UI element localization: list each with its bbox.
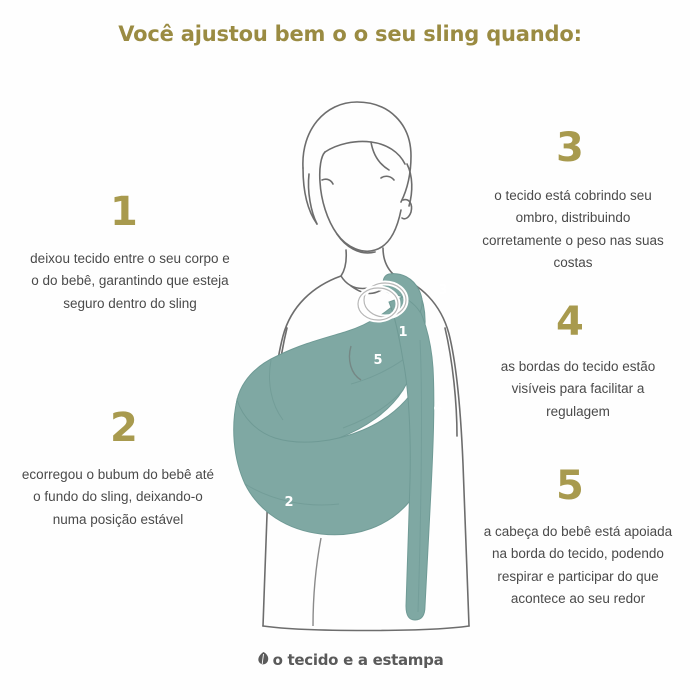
sling-marker-3: 3 <box>438 283 448 298</box>
sling-marker-4: 4 <box>433 400 443 415</box>
sling-marker-5: 5 <box>373 353 383 368</box>
callout-number-3: 3 <box>556 125 584 171</box>
callout-text-2: ecorregou o bubum do bebê até o fundo do sling, deixando-o numa posição estável <box>21 467 215 527</box>
sling-marker-1: 1 <box>398 325 408 340</box>
illustration-mother-with-sling <box>175 60 525 650</box>
callout-number-4: 4 <box>556 299 584 345</box>
callout-number-2: 2 <box>110 405 138 451</box>
footer-logo-text: o tecido e a estampa <box>272 651 444 669</box>
callout-number-5: 5 <box>556 463 584 509</box>
callout-number-1: 1 <box>110 189 138 235</box>
leaf-icon <box>257 651 270 670</box>
callout-text-5: a cabeça do bebê está apoiada na borda do tecido, podendo respirar e participar do que acontece ao seu redor <box>483 524 673 606</box>
callout-text-3: o tecido está cobrindo seu ombro, distribuindo corretamente o peso nas suas costas <box>482 188 664 270</box>
footer-logo <box>0 651 700 670</box>
callout-text-4: as bordas do tecido estão visíveis para facilitar a regulagem <box>500 359 656 419</box>
sling-marker-2: 2 <box>284 495 294 510</box>
callout-text-1: deixou tecido entre o seu corpo e o do bebê, garantindo que esteja seguro dentro do sling <box>30 251 230 311</box>
page-title: Você ajustou bem o o seu sling quando: <box>118 22 582 46</box>
